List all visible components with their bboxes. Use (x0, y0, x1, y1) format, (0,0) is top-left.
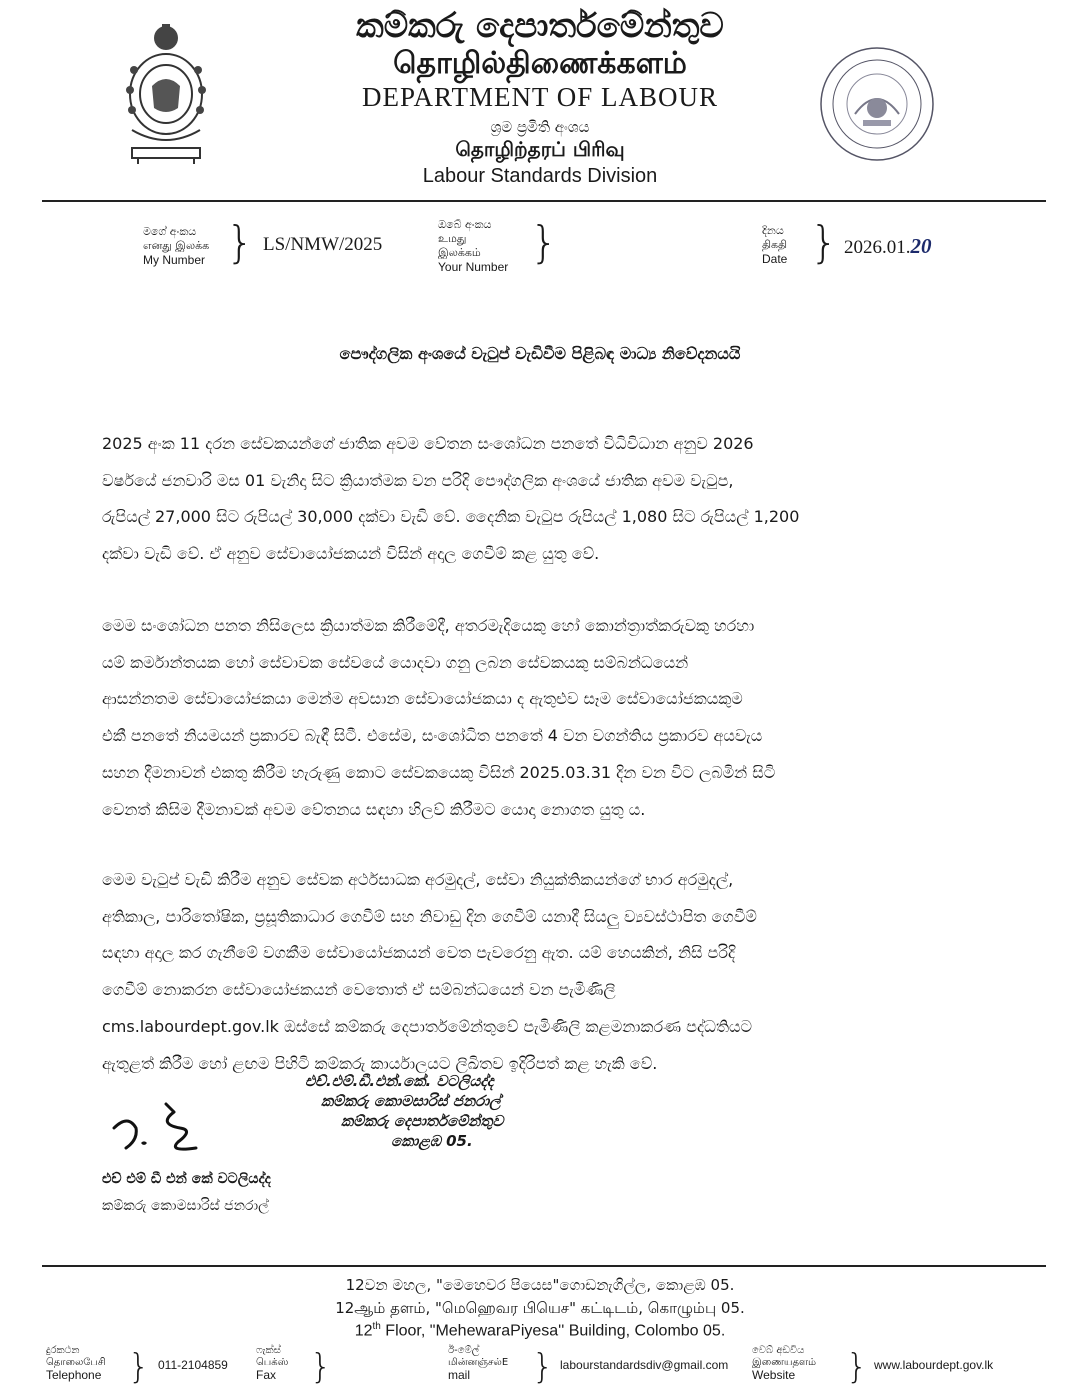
date-value (844, 234, 932, 259)
signatory-name: එච් එම් ඩී එන් කේ වටලියද්ද (102, 1171, 271, 1187)
paragraph-line: මෙම සංශෝධන පනත නිසිලෙස ක්‍රියාත්මක කිරීමේදී, අතරමැදියෙකු හෝ කොන්ත්‍රාත්කරුවකු හරහා (102, 616, 755, 635)
paragraph-3 (102, 862, 916, 1082)
paragraph-line: ගෙවීම් නොකරන සේවායෝජකයන් වෙතොත් ඒ සම්බන්ධයෙන් වන පැමිණිලි (102, 980, 616, 1000)
division-sinhala: ශ්‍රම ප්‍රමිති අංශය (490, 118, 590, 136)
brace-your-number: } (530, 217, 558, 268)
date-handwritten: 20 (910, 234, 932, 258)
paragraph-line: රුපියල් 27,000 සිට රුපියල් 30,000 දක්වා වැඩි වේ. දෛනික වැටුප රුපියල් 1,080 සිට රුපියල් 1,200 (102, 507, 800, 527)
paragraph-1 (102, 426, 916, 573)
paragraph-line: සහන දීමනාවන් එකතු කිරීම හැරුණු කොට සේවකයෙකු විසින් 2025.03.31 දින වන විට ලබමින් සිටි (102, 762, 776, 782)
telephone-value: 011-2104859 (158, 1358, 228, 1372)
footer-divider (42, 1265, 1046, 1267)
sri-lanka-emblem (118, 20, 214, 166)
date-labels: දිනය திகதி Date (762, 224, 788, 266)
subject-heading: පෞද්ගලික අංශයේ වැටුප් වැඩිවීම පිළිබඳ මාධ්‍ය නිවේදනයයි (339, 344, 741, 363)
your-number-labels: ඔබේ අංකය உமது இலக்கம் Your Number (438, 218, 509, 274)
division-english: Labour Standards Division (422, 165, 658, 187)
official-stamp: එච්.එම්.ඩී.එන්.කේ. වටලියද්ද කම්කරු කොමසාරිස් ජනරාල් කම්කරු දෙපාර්තමේන්තුව කොළඹ 05. (305, 1072, 504, 1150)
paragraph-line: දක්වා වැඩි වේ. ඒ අනුව සේවායෝජකයන් විසින් අදාල ගෙවීම් කළ යුතු වේ. (102, 544, 600, 564)
division-tamil: தொழிற்தரப் பிரிவு (455, 137, 625, 161)
signatory-title: කම්කරු කොමසාරිස් ජනරාල් (102, 1198, 269, 1214)
website-labels: වෙබ් අඩවිය இணையதளம் Website (752, 1345, 817, 1382)
header-divider (42, 200, 1046, 202)
brace-email: } (532, 1347, 554, 1387)
brace-website: } (846, 1347, 868, 1387)
brace-date: } (810, 217, 838, 268)
header-title-english: DEPARTMENT OF LABOUR (362, 82, 718, 112)
paragraph-line: cms.labourdept.gov.lk ඔස්සේ කම්කරු දෙපාර්තමේන්තුවේ පැමිණිලි කළමනාකරණ පද්ධතියට (102, 1016, 752, 1036)
my-number-value: LS/NMW/2025 (263, 234, 383, 255)
brace-telephone: } (128, 1347, 150, 1387)
paragraph-line: වෙනත් කිසිම දීමනාවක් අවම වේතනය සඳහා හිලව් කිරීමට යොදා නොගත යුතු ය. (102, 799, 646, 819)
header-title-tamil: தொழில்திணைக்களம் (393, 46, 687, 81)
address-tamil: 12ஆம் தளம், "மெஹெவர பியெச" கட்டிடம், கொழும்பு 05. (335, 1299, 745, 1317)
paragraph-line: මෙම වැටුප් වැඩි කිරීම අනුව සේවක අර්ථසාධක අරමුදල්, සේවා නියුක්තිකයන්ගේ භාර අරමුදල්, (102, 870, 734, 889)
email-labels: ඊ-මේල් மின்னஞ்சல்E mail (448, 1345, 509, 1382)
paragraph-line: ඇතුළත් කිරීම හෝ ළඟම පිහිටි කම්කරු කාර්යාලයට ලිඛිතව ඉදිරිපත් කළ හැකි වේ. (102, 1053, 658, 1073)
brace-my-number: } (226, 217, 254, 268)
paragraph-line: 2025 අංක 11 දරන සේවකයන්ගේ ජාතික අවම වේතන සංශෝධන පනතේ විධිවිධාන අනුව 2026 (102, 434, 754, 453)
paragraph-line: අතිකාල, පාරිතෝෂික, ප්‍රසූතිකාධාර ගෙවීම් සහ නිවාඩු දින ගෙවීම් යනාදී සියලු ව්‍යවස්ථාපිත ගෙවීම් (102, 906, 757, 926)
signature (108, 1098, 218, 1158)
my-number-labels: මගේ අංකය எனது இலக்க My Number (143, 225, 210, 267)
paragraph-line: වර්ෂයේ ජනවාරි මස 01 වැනිදා සිට ක්‍රියාත්මක වන පරිදි පෞද්ගලික අංශයේ ජාතික අවම වැටුප, (102, 470, 734, 490)
website-link[interactable]: www.labourdept.gov.lk (874, 1358, 994, 1372)
paragraph-line: එකී පනතේ නියමයන් ප්‍රකාරව බැඳී සිටී. එසේම, සංශෝධිත පනතේ 4 වන වගන්තිය ප්‍රකාරව අයවැය (102, 726, 763, 746)
date-printed: 2026.01. (844, 237, 911, 258)
address-sinhala: 12වන මහල, "මෙහෙවර පියෙස"ගොඩනැගිල්ල, කොළඹ 05. (345, 1276, 735, 1294)
header-title-sinhala: කම්කරු දෙපාර්තමේන්තුව (356, 6, 724, 46)
paragraph-line: ආසන්නතම සේවායෝජකයා මෙන්ම අවසාන සේවායෝජකයා ද ඇතුළුව සෑම සේවායෝජකයකුම (102, 689, 743, 709)
fax-labels: ෆැක්ස් பெக்ஸ் Fax (256, 1345, 289, 1382)
paragraph-2 (102, 608, 916, 828)
email-link[interactable]: labourstandardsdiv@gmail.com (560, 1358, 729, 1372)
brace-fax: } (310, 1347, 332, 1387)
paragraph-line: යම් කර්මාන්තයක හෝ සේවාවක සේවයේ යොදවා ගනු ලබන සේවකයකු සම්බන්ධයෙන් (102, 652, 689, 672)
signatory-block (102, 1170, 271, 1216)
telephone-labels: දුරකථන தொலைபேசி Telephone (46, 1345, 106, 1382)
paragraph-line: සඳහා අදාල කර ගැනීමේ වගකීම සේවායෝජකයන් වෙත පැවරෙනු ඇත. යම් හෙයකින්, නිසි පරිදි (102, 943, 736, 963)
address-english: 12th Floor, "MehewaraPiyesa'' Building, Colombo 05. (354, 1321, 726, 1340)
